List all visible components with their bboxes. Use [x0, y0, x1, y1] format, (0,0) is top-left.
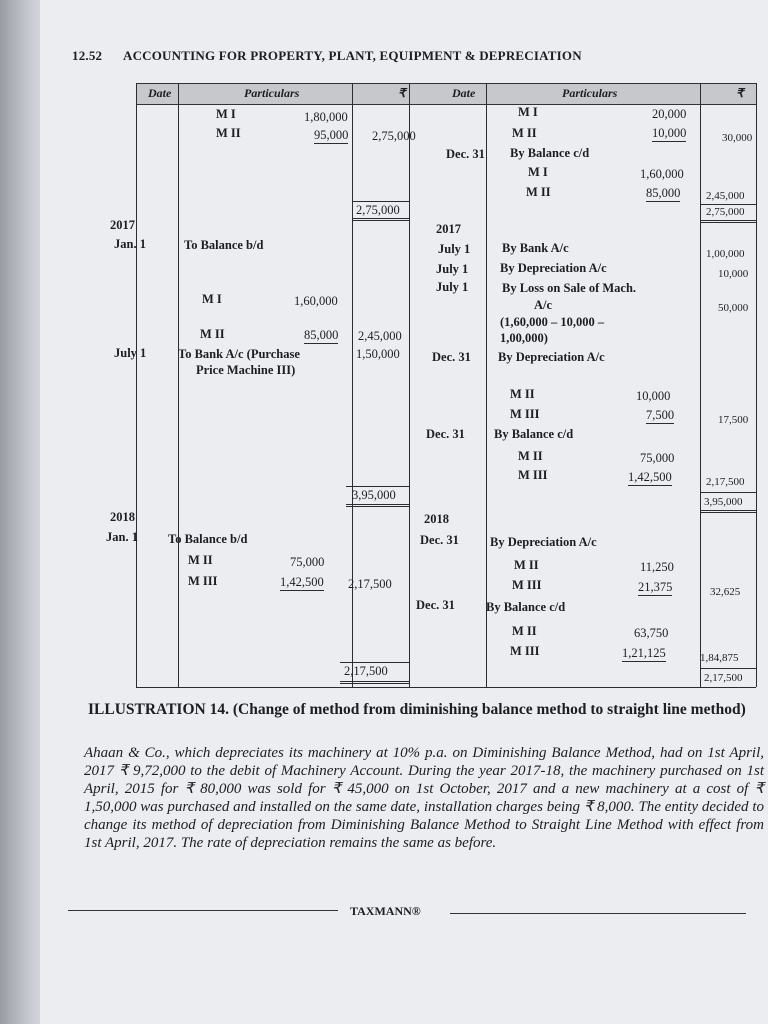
ledger-text: M II [512, 126, 537, 140]
page-footer [68, 904, 748, 920]
rule [756, 83, 757, 687]
rule [340, 681, 409, 682]
ledger-amount: 10,000 [652, 126, 687, 140]
ledger-text: By Loss on Sale of Mach. [502, 281, 637, 295]
ledger-text: By Balance c/d [510, 146, 590, 160]
ledger-amount: 11,250 [640, 560, 674, 574]
page-number: 12.52 [72, 48, 103, 63]
rule [700, 83, 701, 687]
ledger-date: Dec. 31 [426, 427, 465, 441]
ledger-text: M III [512, 578, 542, 592]
book-page [40, 0, 768, 1024]
ledger-amount: 2,75,000 [372, 129, 416, 143]
illustration-title: ILLUSTRATION 14. (Change of method from diminishing balance method to straight line method) [88, 701, 746, 718]
ledger-text: M II [188, 553, 213, 567]
ledger-amount: 2,45,000 [358, 329, 402, 343]
ledger-amount: 1,42,500 [280, 575, 324, 589]
rule [352, 218, 409, 219]
ledger-amount: 1,84,875 [700, 652, 739, 664]
ledger-text: M II [200, 327, 225, 341]
ledger-text: M I [216, 107, 236, 121]
ledger-amount: 17,500 [718, 414, 749, 426]
ledger-text: To Balance b/d [184, 238, 264, 252]
ledger-text: M III [188, 574, 218, 588]
ledger-amount: 50,000 [718, 302, 749, 314]
rule [340, 683, 409, 684]
rule [346, 506, 409, 507]
ledger-total: 3,95,000 [704, 496, 743, 508]
ledger-amount: 1,21,125 [622, 646, 666, 660]
ledger-text: (1,60,000 – 10,000 – [500, 315, 605, 329]
rule [352, 83, 353, 687]
ledger-amount: 1,50,000 [356, 347, 400, 361]
publisher-brand: TAXMANN® [350, 904, 421, 918]
ledger-text: A/c [534, 298, 553, 312]
ledger-amount: 75,000 [640, 451, 675, 465]
rule [700, 510, 756, 511]
ledger-amount: 2,17,500 [348, 577, 392, 591]
rule [178, 83, 179, 687]
rule [136, 687, 756, 688]
ledger-text: M I [518, 105, 538, 119]
ledger-date: Dec. 31 [416, 598, 455, 612]
ledger-amount: 95,000 [314, 128, 349, 142]
ledger-year: 2017 [110, 218, 135, 232]
ledger-text: M II [526, 185, 551, 199]
ledger-text: M III [518, 468, 548, 482]
rule [700, 204, 756, 205]
rule [352, 220, 409, 221]
ledger-text: M I [528, 165, 548, 179]
ledger-amount: 10,000 [718, 268, 749, 280]
rule [700, 512, 756, 513]
ledger-total: 2,17,500 [704, 672, 743, 684]
rule [340, 662, 409, 663]
rule [700, 220, 756, 221]
col-date-left: Date [148, 86, 172, 100]
ledger-amount: 2,17,500 [706, 476, 745, 488]
col-particulars-right: Particulars [562, 86, 618, 100]
ledger-amount: 20,000 [652, 107, 687, 121]
ledger-amount: 85,000 [646, 186, 681, 200]
ledger-text: To Balance b/d [168, 532, 248, 546]
footer-rule [450, 913, 746, 914]
ledger-text: By Balance c/d [494, 427, 574, 441]
rule [700, 222, 756, 223]
chapter-title: ACCOUNTING FOR PROPERTY, PLANT, EQUIPMENT & DEPRECIATION [122, 48, 582, 63]
col-particulars-left: Particulars [244, 86, 300, 100]
col-date-right: Date [452, 86, 476, 100]
ledger-total: 3,95,000 [352, 488, 396, 502]
ledger-amount: 1,80,000 [304, 110, 348, 124]
rule [136, 83, 137, 687]
ledger-amount: 75,000 [290, 555, 325, 569]
ledger-date: July 1 [436, 262, 469, 276]
rule [700, 492, 756, 493]
ledger-text: To Bank A/c (Purchase [178, 347, 300, 361]
ledger-date: Dec. 31 [446, 147, 485, 161]
ledger-amount: 21,375 [638, 580, 673, 594]
ledger-amount: 1,42,500 [628, 470, 672, 484]
ledger-amount: 85,000 [304, 328, 339, 342]
ledger-amount: 2,45,000 [706, 190, 745, 202]
ledger-total: 2,75,000 [356, 203, 400, 217]
ledger-text: M III [510, 407, 540, 421]
ledger-text: By Depreciation A/c [500, 261, 607, 275]
ledger-date: July 1 [438, 242, 471, 256]
col-amount-right: ₹ [736, 86, 744, 100]
ledger-text: M II [512, 624, 537, 638]
ledger-amount: 63,750 [634, 626, 669, 640]
ledger-column-header [136, 83, 756, 105]
illustration-body: Ahaan & Co., which depreciates its machinery at 10% p.a. on Diminishing Balance Method, had on 1st April, 2017 ₹ 9,72,000 to the debit of Machinery Account. During the year 2017-18, the machinery purchased on 1st April, 2015 for ₹ 80,000 was sold for ₹ 45,000 on 1st October, 2017 and a new machinery at a cost of ₹ 1,50,000 was purchased and installed on the same date, installation charges being ₹ 8,000. The entity decided to change its method of depreciation from Diminishing Balance Method to Straight Line Method with effect from 1st April, 2017. The rate of depreciation remains the same as before. [84, 745, 764, 851]
ledger-text: By Depreciation A/c [490, 535, 597, 549]
ledger-year: 2018 [110, 510, 135, 524]
ledger-date: Dec. 31 [420, 533, 459, 547]
ledger-date: Jan. 1 [106, 530, 138, 544]
ledger-text: 1,00,000) [500, 331, 548, 345]
ledger-text: M II [216, 126, 241, 140]
rule [346, 504, 409, 505]
rule [700, 668, 756, 669]
ledger-text: Price Machine III) [196, 363, 296, 377]
rule [486, 83, 487, 687]
ledger-total: 2,75,000 [706, 206, 745, 218]
rule [352, 201, 409, 202]
ledger-text: M I [202, 292, 222, 306]
ledger-amount: 30,000 [722, 132, 753, 144]
ledger-text: M II [514, 558, 539, 572]
ledger-amount: 10,000 [636, 389, 671, 403]
ledger-amount: 1,00,000 [706, 248, 745, 260]
ledger-text: By Bank A/c [502, 241, 569, 255]
ledger-date: Jan. 1 [114, 237, 146, 251]
rule [409, 83, 410, 687]
ledger-date: July 1 [114, 346, 147, 360]
rule [346, 486, 409, 487]
ledger-amount: 1,60,000 [640, 167, 684, 181]
ledger-total: 2,17,500 [344, 664, 388, 678]
ledger-year: 2018 [424, 512, 449, 526]
col-amount-left: ₹ [398, 86, 406, 100]
ledger-text: M II [510, 387, 535, 401]
ledger-text: M II [518, 449, 543, 463]
ledger-text: M III [510, 644, 540, 658]
ledger-amount: 7,500 [646, 408, 675, 422]
ledger-text: By Depreciation A/c [498, 350, 605, 364]
page-header [72, 48, 582, 64]
footer-rule [68, 910, 338, 911]
ledger-year: 2017 [436, 222, 461, 236]
ledger-date: Dec. 31 [432, 350, 471, 364]
ledger-amount: 1,60,000 [294, 294, 338, 308]
ledger-amount: 32,625 [710, 586, 741, 598]
ledger-date: July 1 [436, 280, 469, 294]
ledger-text: By Balance c/d [486, 600, 566, 614]
